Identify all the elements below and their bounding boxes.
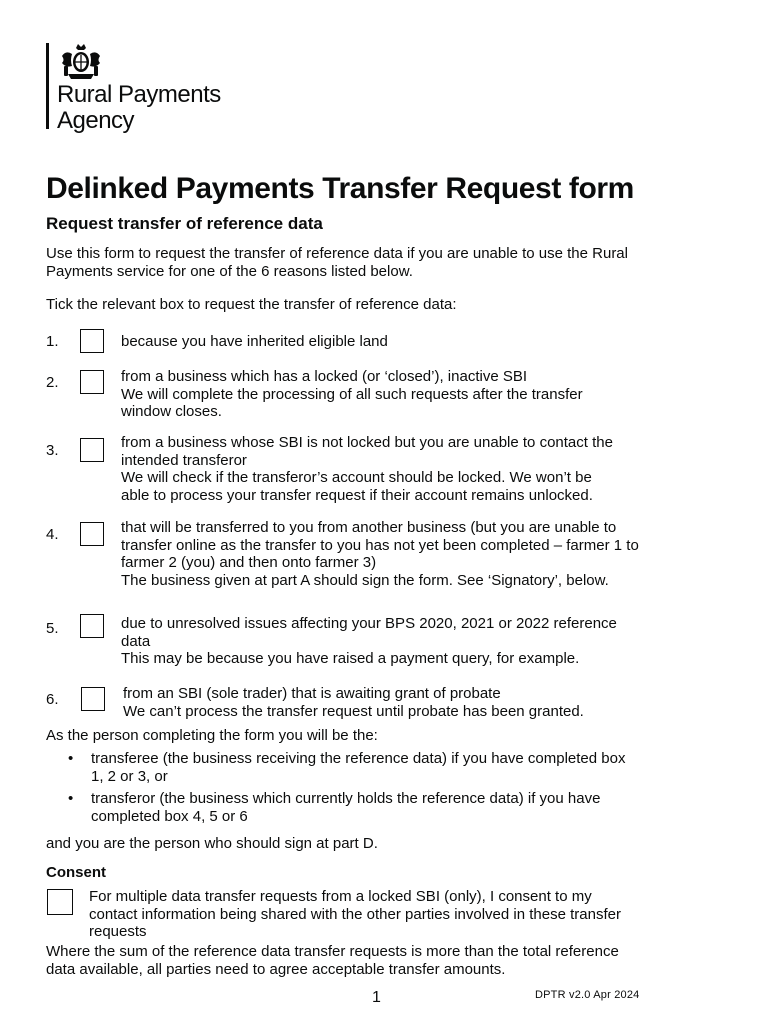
page-number: 1: [372, 989, 381, 1006]
bullet-2-line: transferor (the business which currently holds the reference data) if you have: [91, 790, 601, 807]
consent-line: For multiple data transfer requests from a locked SBI (only), I consent to my: [89, 888, 592, 905]
agency-logo-text: [57, 82, 221, 134]
closing-line-2: data available, all parties need to agree acceptable transfer amounts.: [46, 961, 506, 978]
page-title: Delinked Payments Transfer Request form: [46, 172, 634, 205]
option-5-checkbox[interactable]: [80, 614, 104, 638]
consent-line: contact information being shared with the other parties involved in these transfer: [89, 905, 621, 923]
intro-line-1: Use this form to request the transfer of reference data if you are unable to use the Rural: [46, 245, 628, 262]
option-5-text: [121, 615, 731, 668]
option-3-line: intended transferor: [121, 451, 247, 469]
option-5-line: This may be because you have raised a payment query, for example.: [121, 650, 580, 667]
option-3-line: We will check if the transferor’s account should be locked. We won’t be: [121, 469, 592, 486]
document-version: DPTR v2.0 Apr 2024: [535, 989, 640, 1001]
consent-heading: Consent: [46, 864, 106, 881]
option-6-line: We can’t process the transfer request until probate has been granted.: [123, 702, 584, 720]
consent-line: requests: [89, 923, 147, 940]
section-subtitle: Request transfer of reference data: [46, 214, 323, 233]
option-2-text: [121, 368, 731, 421]
bullet-2-line: completed box 4, 5 or 6: [91, 807, 248, 825]
option-4-line: transfer online as the transfer to you has not yet been completed – farmer 1 to: [121, 536, 639, 554]
bullet-1-line: transferee (the business receiving the reference data) if you have completed box: [91, 750, 626, 767]
logo-line-2: Agency: [57, 107, 135, 134]
intro-paragraph: [46, 245, 736, 281]
completing-text: As the person completing the form you will be the:: [46, 727, 378, 744]
option-1-text: [121, 333, 731, 351]
option-6-line: from an SBI (sole trader) that is awaiting grant of probate: [123, 685, 501, 702]
option-6-number: 6.: [46, 691, 59, 708]
option-3-checkbox[interactable]: [80, 438, 104, 462]
option-4-checkbox[interactable]: [80, 522, 104, 546]
option-4-number: 4.: [46, 526, 59, 543]
option-2-line: We will complete the processing of all such requests after the transfer: [121, 385, 583, 403]
option-5-line: data: [121, 632, 151, 650]
option-6-checkbox[interactable]: [81, 687, 105, 711]
option-3-number: 3.: [46, 442, 59, 459]
option-4-line: The business given at part A should sign the form. See ‘Signatory’, below.: [121, 571, 609, 589]
option-1-number: 1.: [46, 333, 59, 350]
option-2-line: window closes.: [121, 403, 222, 420]
option-2-checkbox[interactable]: [80, 370, 104, 394]
option-1-checkbox[interactable]: [80, 329, 104, 353]
bullet-1-symbol: •: [68, 750, 74, 767]
option-3-text: [121, 434, 731, 504]
option-4-line: farmer 2 (you) and then onto farmer 3): [121, 554, 377, 571]
bullet-1-text: [91, 750, 731, 785]
option-2-line: from a business which has a locked (or ‘closed’), inactive SBI: [121, 368, 528, 385]
intro-line-2: Payments service for one of the 6 reasons listed below.: [46, 263, 413, 280]
logo-divider: [46, 43, 49, 129]
sign-note: and you are the person who should sign at part D.: [46, 835, 378, 852]
consent-text: [89, 888, 739, 941]
option-1-line: because you have inherited eligible land: [121, 333, 388, 350]
option-3-line: able to process your transfer request if their account remains unlocked.: [121, 486, 593, 504]
option-6-text: [123, 685, 733, 720]
logo-line-1: Rural Payments: [57, 81, 221, 108]
option-5-number: 5.: [46, 620, 59, 637]
instruction-text: Tick the relevant box to request the transfer of reference data:: [46, 296, 457, 313]
closing-paragraph: [46, 943, 736, 979]
option-2-number: 2.: [46, 374, 59, 391]
option-5-line: due to unresolved issues affecting your BPS 2020, 2021 or 2022 reference: [121, 615, 617, 632]
option-3-line: from a business whose SBI is not locked but you are unable to contact the: [121, 434, 613, 451]
option-4-text: [121, 519, 741, 589]
bullet-2-text: [91, 790, 731, 825]
closing-line-1: Where the sum of the reference data transfer requests is more than the total reference: [46, 943, 619, 960]
bullet-2-symbol: •: [68, 790, 74, 807]
bullet-1-line: 1, 2 or 3, or: [91, 767, 168, 785]
option-4-line: that will be transferred to you from another business (but you are unable to: [121, 519, 617, 536]
royal-crest-icon: [56, 42, 106, 82]
consent-checkbox[interactable]: [47, 889, 73, 915]
